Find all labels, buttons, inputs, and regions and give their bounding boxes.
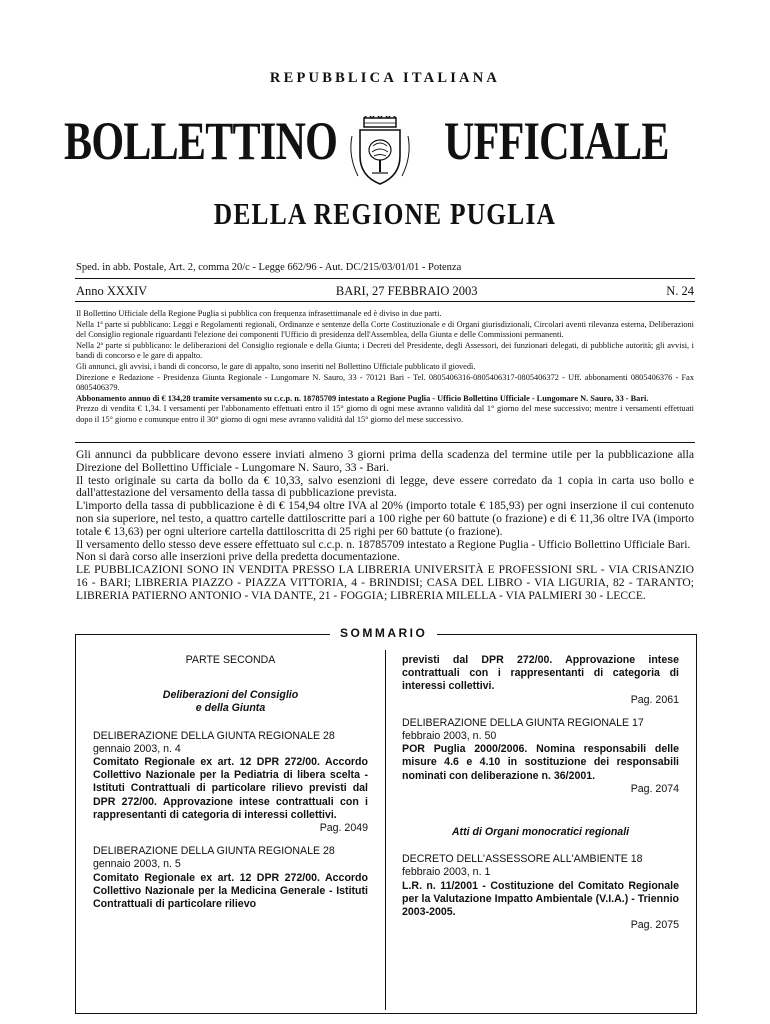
regional-emblem-icon [346,116,414,186]
notice-line: Il testo originale su carta da bollo da € 10,33, salvo esenzioni di legge, deve essere corredato da 1 copia in carta uso bollo e dall'attestazione del versamento della tassa di pubblicazione prevista. [76,473,694,500]
entry-heading: DECRETO DELL'ASSESSORE ALL'AMBIENTE 18 febbraio 2003, n. 1 [402,853,643,879]
sommario-title: SOMMARIO [330,626,437,640]
section-heading: Deliberazioni del Consiglio [162,689,299,702]
entry-title[interactable]: Comitato Regionale ex art. 12 DPR 272/00. Accordo Collettivo Nazionale per la Pediatria di libera scelta - Istituti Contrattuali di particolare rilievo previsti dal DPR 272/00. Approvazione intese contrattuali con i rappresentanti di categoria di interessi collettivi. [93,756,368,821]
entry-title[interactable]: L.R. n. 11/2001 - Costituzione del Comitato Regionale per la Valutazione Impatto Ambientale (V.I.A.) - Triennio 2003-2005. [402,879,679,919]
issue-year: Anno XXXIV [76,284,148,298]
entry-heading: DELIBERAZIONE DELLA GIUNTA REGIONALE 17 febbraio 2003, n. 50 [402,716,644,743]
entry-page: Pag. 2049 [319,822,368,835]
column-divider [385,650,386,1010]
republic-heading: REPUBBLICA ITALIANA [269,70,501,86]
masthead-title-left: BOLLETTINO [64,111,338,171]
info-line: Nella 2ª parte si pubblicano: le deliberazioni del Consiglio regionale e della Giunta; i Decreti del Presidente, degli Assessori, dei funzionari delegati, di pubbliche autorità; gli avvisi, i bandi di concorso e le gare di appalto. [76,340,694,361]
entry-title[interactable]: POR Puglia 2000/2006. Nomina responsabili delle misure 4.6 e 4.10 in sostituzione dei responsabili nominati con deliberazione n. 36/2001. [402,743,679,782]
notice-line: L'importo della tassa di pubblicazione è di € 154,94 oltre IVA al 20% (importo totale € 185,93) per ogni inserzione il cui contenuto non sia superiore, nel testo, a quattro cartelle dattiloscritte pari a 100 righe per 60 battute (o frazione) e di € 11,36 oltre IVA (importo totale € 13,63) per ogni ulteriore cartella dattiloscritta di 25 righi per 60 battute (o frazione). [76,499,694,538]
parte-heading: PARTE SECONDA [185,654,276,666]
section-heading: e della Giunta [195,702,266,715]
issue-number: N. 24 [666,284,694,298]
notice-line: Il versamento dello stesso deve essere effettuato sul c.c.p. n. 18785709 intestato a Regione Puglia - Ufficio Bollettino Ufficiale Bari. [76,537,691,551]
info-line: Abbonamento annuo di € 134,28 tramite versamento su c.c.p. n. 18785709 intestato a Regione Puglia - Ufficio Bollettino Ufficiale - Lungomare N. Sauro, 33 - Bari. [76,393,649,403]
notice-line: Gli annunci da pubblicare devono essere inviati almeno 3 giorni prima della scadenza del termine utile per la pubblicazione alla Direzione del Bollettino Ufficiale - Lungomare N. Sauro, 33 - Bari. [76,448,694,474]
entry-heading: DELIBERAZIONE DELLA GIUNTA REGIONALE 28 gennaio 2003, n. 4 [93,729,335,755]
divider [75,442,695,443]
info-line: Gli annunci, gli avvisi, i bandi di concorso, le gare di appalto, sono inseriti nel Bollettino Ufficiale pubblicato il giovedì. [76,361,476,371]
issue-date: BARI, 27 FEBBRAIO 2003 [335,284,478,298]
divider [75,278,695,279]
info-line: Nella 1ª parte si pubblicano: Leggi e Regolamenti regionali, Ordinanze e sentenze della Corte Costituzionale e di Organi giurisdizionali, Circolari aventi rilevanza esterna, Deliberazioni del Consiglio regionale riguardanti l'elezione dei componenti l'Ufficio di presidenza dell'Assemblea, della Giunta e delle Commissioni permanenti. [76,319,694,340]
entry-title[interactable]: Comitato Regionale ex art. 12 DPR 272/00. Accordo Collettivo Nazionale per la Medicina Generale - Istituti Contrattuali di particolare rilievo [93,871,368,911]
entry-page: Pag. 2074 [630,782,679,795]
notice-line: Non si darà corso alle inserzioni prive della predetta documentazione. [76,550,400,564]
entry-heading: DELIBERAZIONE DELLA GIUNTA REGIONALE 28 gennaio 2003, n. 5 [93,845,335,871]
info-line: Direzione e Redazione - Presidenza Giunta Regionale - Lungomare N. Sauro, 33 - 70121 Bari - Tel. 0805406316-0805406317-0805406372 - Uff. abbonamenti 0805406376 - Fax 0805406379. [76,372,694,393]
publication-info [76,309,694,426]
sommario-left-column [93,654,368,911]
masthead-subtitle: DELLA REGIONE PUGLIA [213,196,557,231]
divider [75,301,695,302]
publication-notice [76,449,694,603]
info-line: Prezzo di vendita € 1,34. I versamenti per l'abbonamento effettuati entro il 15° giorno di ogni mese avranno validità dal 1° giorno del mese successivo; mentre i versamenti effettuati dopo il 15° giorno e comunque entro il 30° giorno di ogni mese avranno validità dal 15° giorno del mese successivo. [76,404,694,424]
masthead-title-right: UFFICIALE [444,111,669,171]
sommario-right-column [402,654,679,932]
section-heading: Atti di Organi monocratici regionali [451,826,630,839]
entry-page: Pag. 2075 [630,919,679,932]
entry-page: Pag. 2061 [630,693,679,706]
postal-info: Sped. in abb. Postale, Art. 2, comma 20/c - Legge 662/96 - Aut. DC/215/03/01/01 - Potenza [76,262,462,273]
info-line: Il Bollettino Ufficiale della Regione Puglia si pubblica con frequenza infrasettimanale ed è diviso in due parti. [76,309,442,318]
entry-title-continuation[interactable]: previsti dal DPR 272/00. Approvazione intese contrattuali con i rappresentanti di categoria di interessi collettivi. [402,654,679,693]
issue-info-row [76,284,694,299]
notice-line: LE PUBBLICAZIONI SONO IN VENDITA PRESSO LA LIBRERIA UNIVERSITÀ E PROFESSIONI SRL - VIA CRISANZIO 16 - BARI; LIBRERIA PIAZZO - PIAZZA VITTORIA, 4 - BRINDISI; CASA DEL LIBRO - VIA LIGURIA, 82 - TARANTO; LIBRERIA PATIERNO ANTONIO - VIA DANTE, 21 - FOGGIA; LIBRERIA MILELLA - VIA PALMIERI 30 - LECCE. [76,563,694,602]
